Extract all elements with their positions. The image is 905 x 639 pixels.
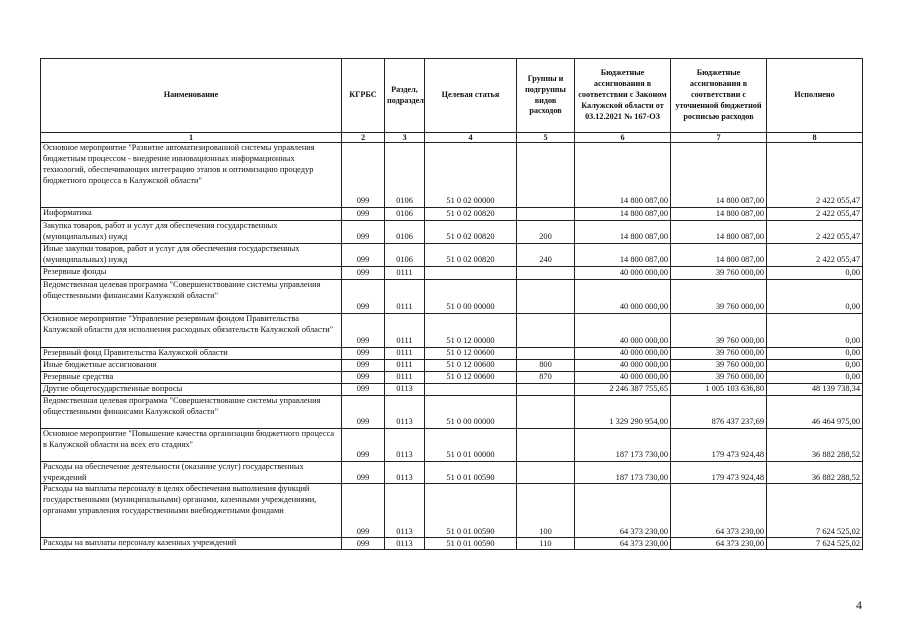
row-executed: 7 624 525,02 (767, 484, 863, 538)
row-expense-type: 870 (517, 371, 575, 383)
row-law-allocation: 1 329 290 954,00 (575, 395, 671, 428)
row-section: 0111 (385, 313, 425, 347)
row-expense-type: 100 (517, 484, 575, 538)
row-law-allocation: 2 246 387 755,65 (575, 383, 671, 395)
row-section: 0111 (385, 279, 425, 313)
header-name: Наименование (41, 59, 342, 133)
table-row (41, 461, 863, 484)
row-name: Основное мероприятие "Управление резервным фондом Правительства Калужской области для исполнения расходных обязательств Калужской области" (41, 313, 342, 347)
row-kgrbs: 099 (342, 221, 385, 244)
table-row (41, 538, 863, 550)
row-expense-type (517, 347, 575, 359)
row-article: 51 0 12 00600 (425, 359, 517, 371)
row-kgrbs: 099 (342, 428, 385, 461)
row-section: 0113 (385, 383, 425, 395)
header-groups: Группы и подгруппы видов расходов (517, 59, 575, 133)
column-number: 1 (41, 133, 342, 143)
row-refined-allocation: 179 473 924,48 (671, 428, 767, 461)
row-refined-allocation: 14 800 087,00 (671, 221, 767, 244)
row-refined-allocation: 64 373 230,00 (671, 538, 767, 550)
column-number: 7 (671, 133, 767, 143)
header-row (41, 59, 863, 133)
row-refined-allocation: 39 760 000,00 (671, 266, 767, 279)
row-section: 0111 (385, 266, 425, 279)
row-article: 51 0 02 00820 (425, 221, 517, 244)
row-executed: 2 422 055,47 (767, 208, 863, 221)
row-article: 51 0 00 00000 (425, 395, 517, 428)
row-expense-type (517, 313, 575, 347)
table-row (41, 243, 863, 266)
row-executed: 48 139 738,34 (767, 383, 863, 395)
row-article: 51 0 01 00590 (425, 461, 517, 484)
column-number: 6 (575, 133, 671, 143)
row-article (425, 383, 517, 395)
row-kgrbs: 099 (342, 243, 385, 266)
row-law-allocation: 40 000 000,00 (575, 313, 671, 347)
row-section: 0106 (385, 221, 425, 244)
row-article: 51 0 01 00590 (425, 484, 517, 538)
table-row (41, 347, 863, 359)
row-law-allocation: 40 000 000,00 (575, 371, 671, 383)
row-kgrbs: 099 (342, 347, 385, 359)
row-article: 51 0 02 00000 (425, 143, 517, 208)
row-executed: 2 422 055,47 (767, 221, 863, 244)
table-row (41, 395, 863, 428)
row-kgrbs: 099 (342, 383, 385, 395)
row-name: Основное мероприятие "Повышение качества организации бюджетного процесса в Калужской области на всех его стадиях" (41, 428, 342, 461)
row-kgrbs: 099 (342, 371, 385, 383)
row-executed: 0,00 (767, 359, 863, 371)
row-kgrbs: 099 (342, 359, 385, 371)
row-expense-type: 110 (517, 538, 575, 550)
row-expense-type (517, 428, 575, 461)
row-section: 0113 (385, 538, 425, 550)
page-number: 4 (856, 598, 862, 612)
row-expense-type: 240 (517, 243, 575, 266)
row-executed: 2 422 055,47 (767, 243, 863, 266)
row-law-allocation: 40 000 000,00 (575, 359, 671, 371)
row-article: 51 0 02 00820 (425, 208, 517, 221)
row-article: 51 0 12 00600 (425, 371, 517, 383)
table-row (41, 313, 863, 347)
row-refined-allocation: 14 800 087,00 (671, 243, 767, 266)
row-name: Резервные фонды (41, 266, 342, 279)
row-section: 0113 (385, 395, 425, 428)
row-section: 0111 (385, 347, 425, 359)
row-refined-allocation: 39 760 000,00 (671, 371, 767, 383)
header-kgrbs: КГРБС (342, 59, 385, 133)
row-refined-allocation: 14 800 087,00 (671, 143, 767, 208)
row-name: Основное мероприятие "Развитие автоматизированной системы управления бюджетным процессом - внедрение инновационных информационных технологий, обеспечивающих интеграцию этапов и оптимизацию процедур бюджетного процесса в Калужской области" (41, 143, 342, 208)
row-kgrbs: 099 (342, 143, 385, 208)
row-article: 51 0 12 00600 (425, 347, 517, 359)
row-expense-type (517, 208, 575, 221)
header-law-allocations: Бюджетные ассигнования в соответствии с Законом Калужской области от 03.12.2021 № 167-ОЗ (575, 59, 671, 133)
row-name: Расходы на выплаты персоналу в целях обеспечения выполнения функций государственными (муниципальными) органами, казенными учреждениями, органами управления государственными внебюджетными фондами (41, 484, 342, 538)
row-name: Расходы на выплаты персоналу казенных учреждений (41, 538, 342, 550)
row-refined-allocation: 39 760 000,00 (671, 359, 767, 371)
row-law-allocation: 14 800 087,00 (575, 208, 671, 221)
row-name: Иные бюджетные ассигнования (41, 359, 342, 371)
row-section: 0106 (385, 208, 425, 221)
table-row (41, 383, 863, 395)
row-section: 0113 (385, 484, 425, 538)
row-name: Резервные средства (41, 371, 342, 383)
row-kgrbs: 099 (342, 484, 385, 538)
row-law-allocation: 64 373 230,00 (575, 484, 671, 538)
table-body (41, 143, 863, 550)
table-row (41, 484, 863, 538)
row-expense-type: 200 (517, 221, 575, 244)
row-expense-type (517, 461, 575, 484)
row-kgrbs: 099 (342, 395, 385, 428)
row-article (425, 266, 517, 279)
row-expense-type (517, 143, 575, 208)
row-law-allocation: 187 173 730,00 (575, 461, 671, 484)
row-kgrbs: 099 (342, 208, 385, 221)
header-refined-allocations: Бюджетные ассигнования в соответствии с уточненной бюджетной росписью расходов (671, 59, 767, 133)
row-name: Ведомственная целевая программа "Совершенствование системы управления общественными финансами Калужской области" (41, 395, 342, 428)
row-article: 51 0 01 00000 (425, 428, 517, 461)
row-section: 0106 (385, 143, 425, 208)
table-row (41, 279, 863, 313)
row-law-allocation: 14 800 087,00 (575, 143, 671, 208)
column-number-row (41, 133, 863, 143)
row-kgrbs: 099 (342, 266, 385, 279)
row-executed: 0,00 (767, 347, 863, 359)
row-refined-allocation: 64 373 230,00 (671, 484, 767, 538)
row-name: Другие общегосударственные вопросы (41, 383, 342, 395)
table-row (41, 359, 863, 371)
row-executed: 46 464 975,00 (767, 395, 863, 428)
row-section: 0111 (385, 359, 425, 371)
row-expense-type (517, 266, 575, 279)
row-executed: 36 882 288,52 (767, 461, 863, 484)
table-row (41, 143, 863, 208)
row-kgrbs: 099 (342, 279, 385, 313)
table-row (41, 428, 863, 461)
row-law-allocation: 64 373 230,00 (575, 538, 671, 550)
budget-table (40, 58, 863, 550)
row-executed: 0,00 (767, 266, 863, 279)
row-executed: 0,00 (767, 371, 863, 383)
row-section: 0106 (385, 243, 425, 266)
row-name: Резервный фонд Правительства Калужской области (41, 347, 342, 359)
column-number: 5 (517, 133, 575, 143)
row-name: Закупка товаров, работ и услуг для обеспечения государственных (муниципальных) нужд (41, 221, 342, 244)
row-article: 51 0 12 00000 (425, 313, 517, 347)
row-name: Расходы на обеспечение деятельности (оказание услуг) государственных учреждений (41, 461, 342, 484)
row-refined-allocation: 39 760 000,00 (671, 347, 767, 359)
column-number: 4 (425, 133, 517, 143)
row-law-allocation: 40 000 000,00 (575, 266, 671, 279)
row-expense-type: 800 (517, 359, 575, 371)
column-number: 2 (342, 133, 385, 143)
row-article: 51 0 00 00000 (425, 279, 517, 313)
row-executed: 0,00 (767, 313, 863, 347)
row-refined-allocation: 179 473 924,48 (671, 461, 767, 484)
row-section: 0113 (385, 461, 425, 484)
row-name: Ведомственная целевая программа "Совершенствование системы управления общественными финансами Калужской области" (41, 279, 342, 313)
row-name: Иные закупки товаров, работ и услуг для обеспечения государственных (муниципальных) нужд (41, 243, 342, 266)
row-expense-type (517, 383, 575, 395)
row-executed: 7 624 525,02 (767, 538, 863, 550)
header-executed: Исполнено (767, 59, 863, 133)
table-row (41, 371, 863, 383)
row-section: 0111 (385, 371, 425, 383)
row-kgrbs: 099 (342, 313, 385, 347)
row-section: 0113 (385, 428, 425, 461)
row-kgrbs: 099 (342, 538, 385, 550)
row-refined-allocation: 39 760 000,00 (671, 279, 767, 313)
row-law-allocation: 40 000 000,00 (575, 347, 671, 359)
row-law-allocation: 187 173 730,00 (575, 428, 671, 461)
column-number: 3 (385, 133, 425, 143)
row-expense-type (517, 395, 575, 428)
row-executed: 36 882 288,52 (767, 428, 863, 461)
row-executed: 0,00 (767, 279, 863, 313)
row-executed: 2 422 055,47 (767, 143, 863, 208)
row-article: 51 0 01 00590 (425, 538, 517, 550)
row-refined-allocation: 14 800 087,00 (671, 208, 767, 221)
header-article: Целевая статья (425, 59, 517, 133)
column-number: 8 (767, 133, 863, 143)
row-expense-type (517, 279, 575, 313)
row-refined-allocation: 876 437 237,69 (671, 395, 767, 428)
row-refined-allocation: 39 760 000,00 (671, 313, 767, 347)
row-law-allocation: 14 800 087,00 (575, 221, 671, 244)
table-row (41, 208, 863, 221)
row-law-allocation: 14 800 087,00 (575, 243, 671, 266)
row-kgrbs: 099 (342, 461, 385, 484)
table-row (41, 266, 863, 279)
row-name: Информатика (41, 208, 342, 221)
row-law-allocation: 40 000 000,00 (575, 279, 671, 313)
row-refined-allocation: 1 005 103 636,80 (671, 383, 767, 395)
header-section: Раздел, подраздел (385, 59, 425, 133)
row-article: 51 0 02 00820 (425, 243, 517, 266)
table-row (41, 221, 863, 244)
